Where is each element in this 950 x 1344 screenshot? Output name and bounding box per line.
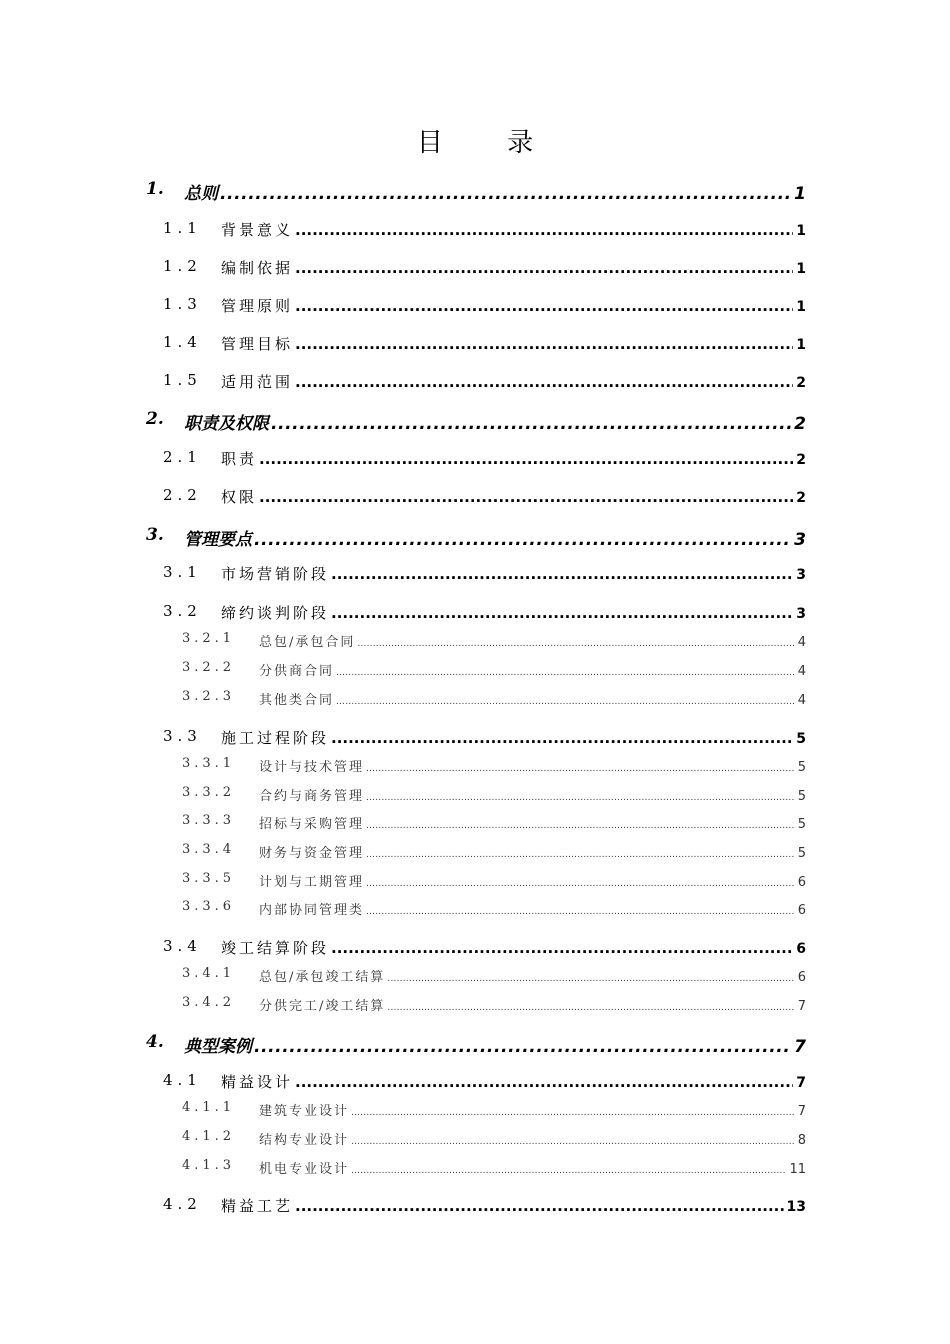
toc-entry-label: 施工过程阶段 [221,729,330,747]
toc-entry-level-3[interactable] [0,966,950,986]
toc-entry-page-number: 5 [797,846,806,861]
toc-entry-label: 职责 [221,450,258,468]
dot-leader [366,793,795,803]
toc-entry-label: 分供商合同 [259,664,335,679]
toc-entry-label: 建筑专业设计 [259,1104,350,1119]
toc-entry-level-2[interactable] [0,486,950,508]
toc-entry-number: 1.2 [163,257,202,275]
toc-entry-level-2[interactable] [0,333,950,355]
toc-entry-number: 3.3.6 [182,899,236,914]
toc-entry-label: 管理要点 [184,530,252,550]
toc-entry-page-number: 13 [786,1199,806,1215]
toc-entry-label: 典型案例 [184,1037,252,1057]
toc-entry-number: 4.1 [163,1071,202,1089]
toc-entry-level-2[interactable] [0,219,950,241]
toc-entry-level-3[interactable] [0,995,950,1015]
toc-entry-page-number: 6 [796,941,806,957]
toc-entry-page-number: 1 [796,261,806,277]
dot-leader [295,335,793,353]
toc-entry-level-3[interactable] [0,1129,950,1149]
toc-entry-number: 3.4.2 [182,995,236,1010]
toc-entry-level-3[interactable] [0,842,950,862]
toc-entry-page-number: 4 [797,693,806,708]
toc-entry-number: 1.1 [163,219,202,237]
toc-entry-label: 适用范围 [221,373,294,391]
toc-entry-number: 4.1.3 [182,1158,236,1173]
dot-leader [295,259,793,277]
toc-entry-label: 背景意义 [221,221,294,239]
toc-entry-page-number: 7 [796,1075,806,1091]
dot-leader [331,604,793,622]
toc-entry-page-number: 7 [797,999,806,1014]
toc-entry-level-3[interactable] [0,756,950,776]
toc-entry-page-number: 2 [796,375,806,391]
toc-entry-page-number: 3 [796,567,806,583]
toc-entry-page-number: 7 [797,1104,806,1119]
toc-entry-page-number: 2 [794,414,806,434]
toc-entry-label: 结构专业设计 [259,1133,350,1148]
dot-leader [387,974,794,984]
toc-entry-number: 4.1.2 [182,1129,236,1144]
toc-entry-page-number: 11 [789,1162,806,1177]
dot-leader [336,668,795,678]
toc-entry-page-number: 1 [796,337,806,353]
toc-entry-level-2[interactable] [0,448,950,470]
toc-entry-label: 其他类合同 [259,693,335,708]
toc-entry-page-number: 1 [796,299,806,315]
toc-entry-number: 1.5 [163,371,202,389]
dot-leader [366,764,795,774]
toc-entry-label: 管理目标 [221,335,294,353]
toc-entry-number: 3.2 [163,602,202,620]
toc-entry-level-2[interactable] [0,371,950,393]
toc-entry-level-3[interactable] [0,813,950,833]
toc-entry-number: 1.4 [163,333,202,351]
toc-entry-number: 3.1 [163,563,202,581]
toc-entry-label: 机电专业设计 [259,1162,350,1177]
toc-entry-level-3[interactable] [0,871,950,891]
toc-entry-label: 招标与采购管理 [259,817,365,832]
toc-entry-page-number: 1 [794,184,806,204]
toc-entry-label: 总包/承包竣工结算 [259,970,386,985]
toc-title: 目 录 [416,128,562,158]
dot-leader [259,450,793,468]
toc-entry-level-2[interactable] [0,295,950,317]
toc-entry-page-number: 3 [796,606,806,622]
toc-entry-label: 分供完工/竣工结算 [259,999,386,1014]
toc-entry-level-2[interactable] [0,257,950,279]
dot-leader [295,297,793,315]
toc-entry-number: 3.3.1 [182,756,236,771]
dot-leader [295,1073,793,1091]
toc-entry-level-3[interactable] [0,1158,950,1178]
dot-leader [295,221,793,239]
toc-entry-label: 职责及权限 [184,414,269,434]
toc-entry-page-number: 5 [797,789,806,804]
toc-entry-number: 3.4.1 [182,966,236,981]
toc-entry-label: 市场营销阶段 [221,565,330,583]
toc-entry-page-number: 6 [797,903,806,918]
toc-entry-number: 3.4 [163,937,202,955]
toc-entry-page-number: 5 [797,817,806,832]
dot-leader [366,879,795,889]
toc-entry-number: 1. [146,179,164,199]
dot-leader [254,1037,791,1057]
toc-entry-page-number: 2 [796,490,806,506]
dot-leader [351,1166,786,1176]
toc-entry-label: 编制依据 [221,259,294,277]
toc-entry-number: 3.2.2 [182,660,236,675]
dot-leader [271,414,791,434]
toc-entry-level-2[interactable] [0,727,950,749]
dot-leader [366,907,795,917]
toc-entry-number: 2. [146,409,164,429]
toc-entry-label: 合约与商务管理 [259,789,365,804]
toc-entry-number: 3.3.4 [182,842,236,857]
toc-entry-label: 精益工艺 [221,1197,294,1215]
dot-leader [254,530,791,550]
toc-entry-level-1[interactable] [0,409,950,433]
toc-entry-page-number: 1 [796,223,806,239]
toc-entry-level-2[interactable] [0,563,950,585]
toc-entry-number: 2.1 [163,448,202,466]
dot-leader [336,697,795,707]
toc-entry-number: 3.2.1 [182,631,236,646]
toc-entry-number: 3.2.3 [182,689,236,704]
dot-leader [295,1197,784,1215]
toc-entry-level-1[interactable] [0,525,950,549]
dot-leader [351,1108,795,1118]
dot-leader [387,1003,794,1013]
dot-leader [351,1137,795,1147]
toc-entry-number: 1.3 [163,295,202,313]
toc-entry-level-3[interactable] [0,631,950,651]
toc-entry-label: 总则 [184,184,218,204]
toc-entry-label: 竣工结算阶段 [221,939,330,957]
toc-entry-page-number: 5 [797,760,806,775]
toc-entry-number: 4. [146,1032,164,1052]
toc-entry-number: 3. [146,525,164,545]
toc-entry-level-2[interactable] [0,937,950,959]
toc-entry-page-number: 4 [797,635,806,650]
toc-entry-label: 管理原则 [221,297,294,315]
toc-entry-level-3[interactable] [0,899,950,919]
toc-entry-level-3[interactable] [0,1100,950,1120]
toc-entry-number: 4.2 [163,1195,202,1213]
toc-entry-level-3[interactable] [0,785,950,805]
toc-entry-label: 精益设计 [221,1073,294,1091]
toc-entry-level-3[interactable] [0,689,950,709]
toc-entry-label: 缔约谈判阶段 [221,604,330,622]
toc-entry-page-number: 8 [797,1133,806,1148]
toc-entry-label: 权限 [221,488,258,506]
dot-leader [331,939,793,957]
toc-entry-level-1[interactable] [0,1032,950,1056]
toc-entry-label: 财务与资金管理 [259,846,365,861]
toc-entry-page-number: 4 [797,664,806,679]
toc-entry-number: 3.3.5 [182,871,236,886]
toc-entry-page-number: 7 [794,1037,806,1057]
toc-entry-label: 内部协同管理类 [259,903,365,918]
toc-entry-level-2[interactable] [0,1195,950,1217]
toc-entry-level-2[interactable] [0,602,950,624]
toc-entry-label: 设计与技术管理 [259,760,365,775]
toc-entry-page-number: 5 [796,731,806,747]
toc-entry-number: 3.3.3 [182,813,236,828]
toc-entry-page-number: 6 [797,970,806,985]
dot-leader [331,729,793,747]
toc-entry-number: 3.3.2 [182,785,236,800]
toc-entry-page-number: 3 [794,530,806,550]
toc-entry-level-3[interactable] [0,660,950,680]
dot-leader [366,821,795,831]
toc-entry-number: 3.3 [163,727,202,745]
toc-entry-page-number: 2 [796,452,806,468]
dot-leader [366,850,795,860]
dot-leader [220,184,791,204]
dot-leader [295,373,793,391]
toc-entry-label: 计划与工期管理 [259,875,365,890]
toc-entry-label: 总包/承包合同 [259,635,356,650]
toc-entry-page-number: 6 [797,875,806,890]
toc-entry-level-1[interactable] [0,179,950,203]
dot-leader [357,639,794,649]
dot-leader [259,488,793,506]
toc-entry-number: 2.2 [163,486,202,504]
toc-entry-number: 4.1.1 [182,1100,236,1115]
dot-leader [331,565,793,583]
toc-entry-level-2[interactable] [0,1071,950,1093]
